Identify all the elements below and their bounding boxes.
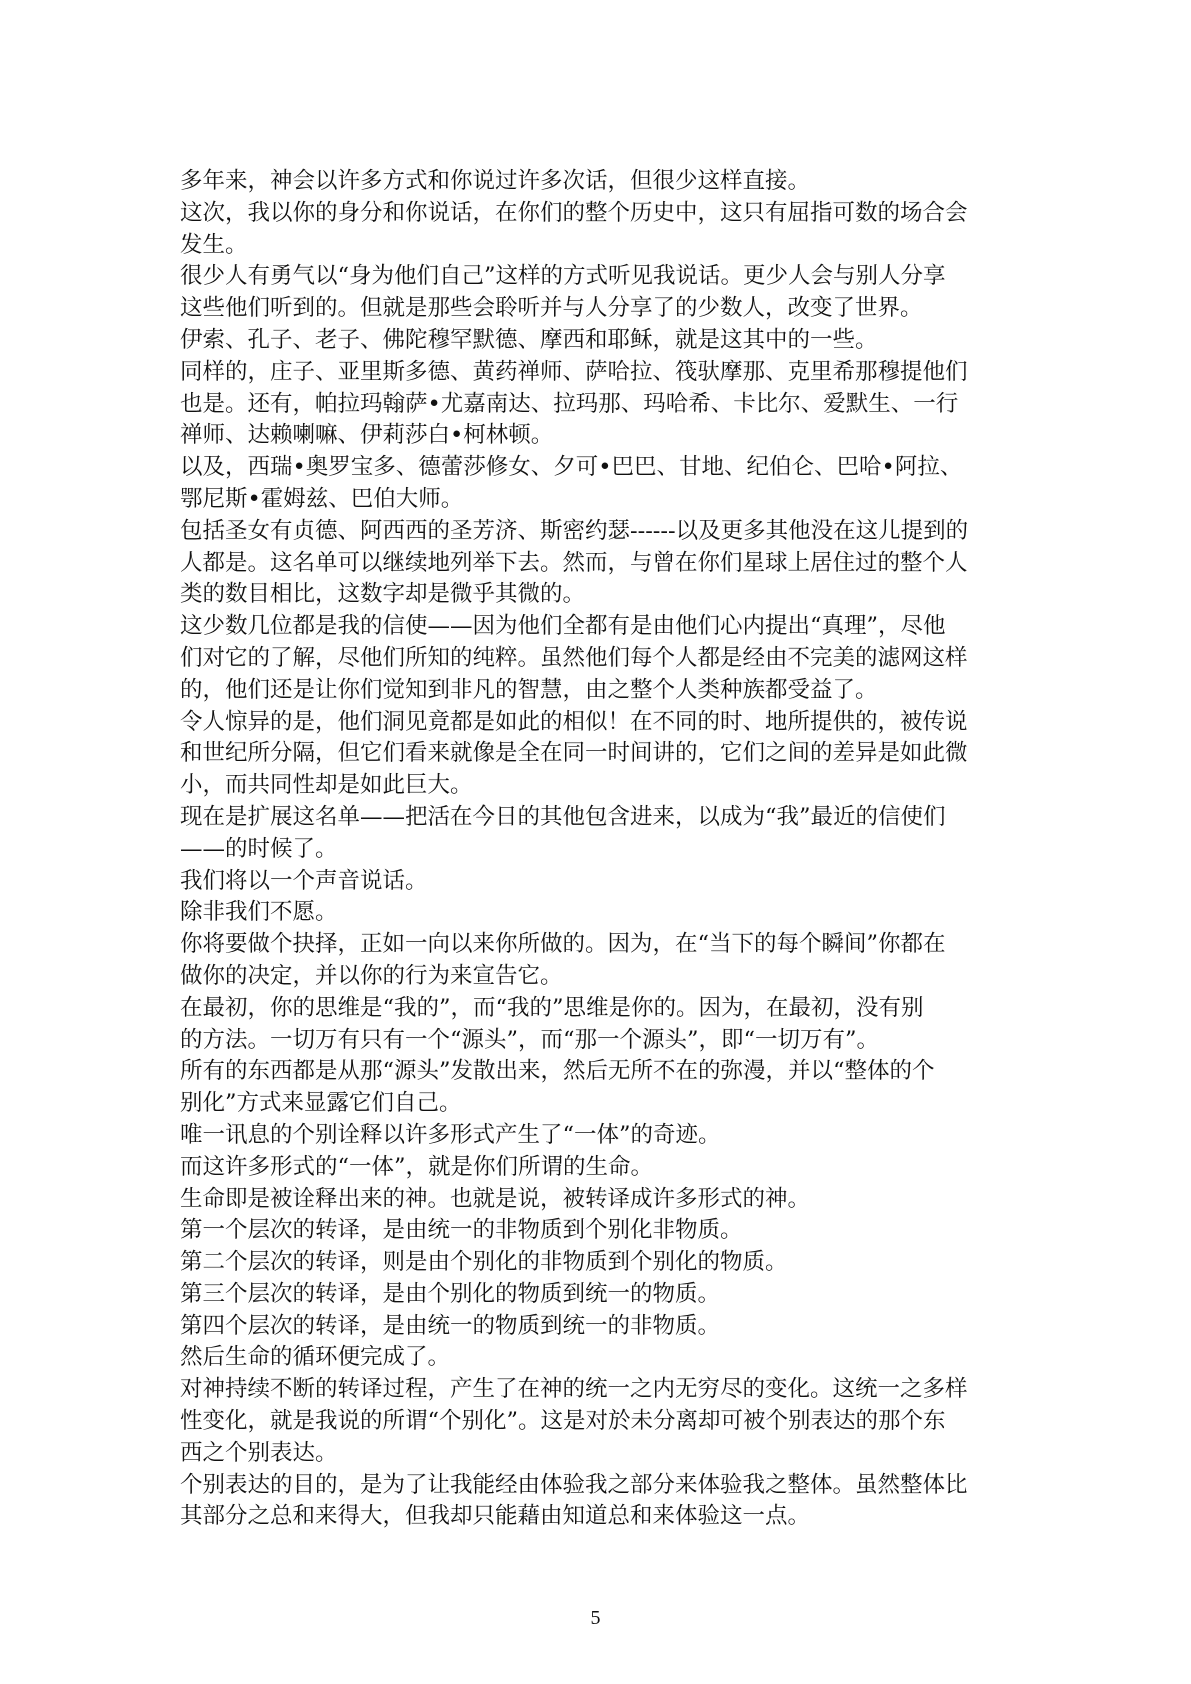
paragraph: 第二个层次的转译，则是由个别化的非物质到个别化的物质。	[180, 1249, 788, 1276]
paragraph: 以及，西瑞•奥罗宝多、德蕾莎修女、夕可•巴巴、甘地、纪伯仑、巴哈•阿拉、 鄂尼斯•霍姆兹、巴伯大师。	[180, 454, 963, 512]
paragraph: 很少人有勇气以“身为他们自己”这样的方式听见我说话。更少人会与别人分享 这些他们听到的。但就是那些会聆听并与人分享了的少数人，改变了世界。	[180, 263, 946, 322]
paragraph: 我们将以一个声音说话。	[180, 867, 428, 894]
paragraph: 同样的，庄子、亚里斯多德、黄药禅师、萨哈拉、筏驮摩那、克里希那穆提他们 也是。还有，帕拉玛翰萨•尤嘉南达、拉玛那、玛哈希、卡比尔、爱默生、一行 禅师、达赖喇嘛、伊莉莎白•柯林顿。	[180, 358, 968, 449]
paragraph: 然后生命的循环便完成了。	[180, 1344, 451, 1371]
paragraph: 所有的东西都是从那“源头”发散出来，然后无所不在的弥漫，并以“整体的个 别化”方式来显露它们自己。	[180, 1058, 935, 1117]
paragraph: 包括圣女有贞德、阿西西的圣芳济、斯密约瑟------以及更多其他没在这儿提到的 人都是。这名单可以继续地列举下去。然而，与曾在你们星球上居住过的整个人 类的数目相比，这数字却是微乎其微的。	[180, 517, 969, 608]
paragraph: 对神持续不断的转译过程，产生了在神的统一之内无穷尽的变化。这统一之多样 性变化，就是我说的所谓“个别化”。这是对於未分离却可被个别表达的那个东 西之个别表达。	[180, 1376, 968, 1466]
paragraph: 多年来，神会以许多方式和你说过许多次话，但很少这样直接。	[180, 168, 811, 194]
paragraph: 你将要做个抉择，正如一向以来你所做的。因为，在“当下的每个瞬间”你都在 做你的决定，并以你的行为来宣告它。	[180, 931, 946, 989]
paragraph: 在最初，你的思维是“我的”，而“我的”思维是你的。因为，在最初，没有别 的方法。一切万有只有一个“源头”，而“那一个源头”，即“一切万有”。	[180, 994, 924, 1053]
paragraph: 唯一讯息的个别诠释以许多形式产生了“一体”的奇迹。	[180, 1121, 721, 1148]
paragraph: 生命即是被诠释出来的神。也就是说，被转译成许多形式的神。	[180, 1185, 811, 1212]
paragraph: 现在是扩展这名单——把活在今日的其他包含进来，以成为“我”最近的信使们 ——的时候了。	[180, 803, 946, 862]
paragraph: 而这许多形式的“一体”，就是你们所谓的生命。	[180, 1153, 654, 1180]
body-text	[180, 166, 1020, 1533]
paragraph: 这次，我以你的身分和你说话，在你们的整个历史中，这只有屈指可数的场合会 发生。	[180, 199, 968, 258]
paragraph: 伊索、孔子、老子、佛陀穆罕默德、摩西和耶稣，就是这其中的一些。	[180, 326, 878, 353]
paragraph: 这少数几位都是我的信使——因为他们全都有是由他们心内提出“真理”，尽他 们对它的了解，尽他们所知的纯粹。虽然他们每个人都是经由不完美的滤网这样 的，他们还是让你们觉知到非凡的智慧，由之整个人类种族都受益了。	[180, 613, 968, 703]
paragraph: 令人惊异的是，他们洞见竟都是如此的相似！在不同的时、地所提供的，被传说 和世纪所分隔，但它们看来就像是全在同一时间讲的，它们之间的差异是如此微 小，而共同性却是如此巨大。	[180, 708, 968, 799]
page-number: 5	[590, 1607, 601, 1629]
paragraph: 除非我们不愿。	[180, 899, 338, 926]
paragraph: 第三个层次的转译，是由个别化的物质到统一的物质。	[180, 1280, 721, 1307]
paragraph: 第四个层次的转译，是由统一的物质到统一的非物质。	[180, 1312, 721, 1339]
paragraph: 个别表达的目的，是为了让我能经由体验我之部分来体验我之整体。虽然整体比 其部分之总和来得大，但我却只能藉由知道总和来体验这一点。	[180, 1471, 968, 1530]
paragraph: 第一个层次的转译，是由统一的非物质到个别化非物质。	[180, 1217, 743, 1244]
